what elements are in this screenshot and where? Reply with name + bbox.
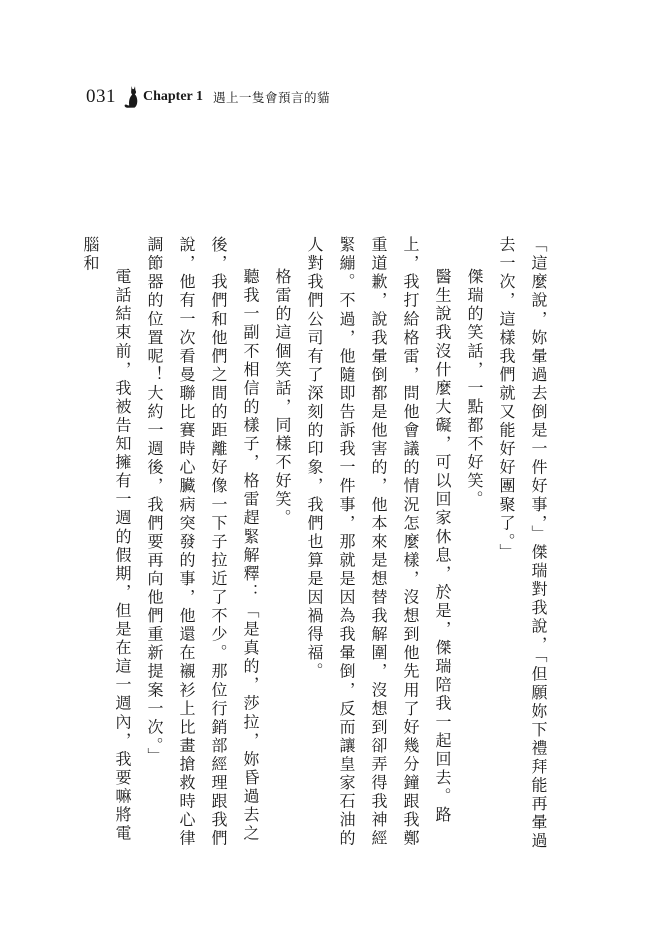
paragraph-gray-joke: 格雷的這個笑話，同樣不好笑。 (273, 268, 292, 528)
paragraph-call-end: 電話結束前，我被告知擁有一週的假期，但是在這一週內，我要嘛將電腦和 (81, 236, 132, 844)
cat-silhouette-icon (122, 85, 140, 109)
paragraph-jerry-joke: 傑瑞的笑話，一點都不好笑。 (465, 268, 484, 510)
paragraph-doctor-call: 醫生說我沒什麼大礙，可以回家休息，於是，傑瑞陪我一起回去。路上，我打給格雷，問他會議的情況怎麼樣，沒想到他先用了好幾分鐘跟我鄭重道歉，說我暈倒都是他害的，他本來是想替我解圍，沒想到卻弄得我神經緊繃。不過，他隨即告訴我一件事，那就是因為我暈倒，反而讓皇家石油的人對我們公司有了深刻的印象，我們也算是因禍得福。 (305, 236, 452, 849)
paragraph-gray-explains: 聽我一副不相信的樣子，格雷趕緊解釋：「是真的，莎拉，妳昏過去之後，我們和他們之間的距離好像一下子拉近了不少。那位行銷部經理跟我們說，他有一次看曼聯比賽時心臟病突發的事，他還在襯衫上比畫搶救時心律調節器的位置呢！大約一週後，我們要再向他們重新提案一次。」 (145, 236, 260, 849)
vertical-body-text (74, 236, 554, 856)
page-number: 031 (86, 86, 116, 107)
chapter-label: Chapter 1 (143, 89, 204, 104)
chapter-title: 遇上一隻會預言的貓 (213, 90, 331, 105)
running-header (86, 84, 330, 110)
paragraph-dialogue-opening: 「這麼說，妳暈過去倒是一件好事，」傑瑞對我說，「但願妳下禮拜能再暈過去一次，這樣我們就又能好好團聚了。」 (497, 236, 548, 851)
